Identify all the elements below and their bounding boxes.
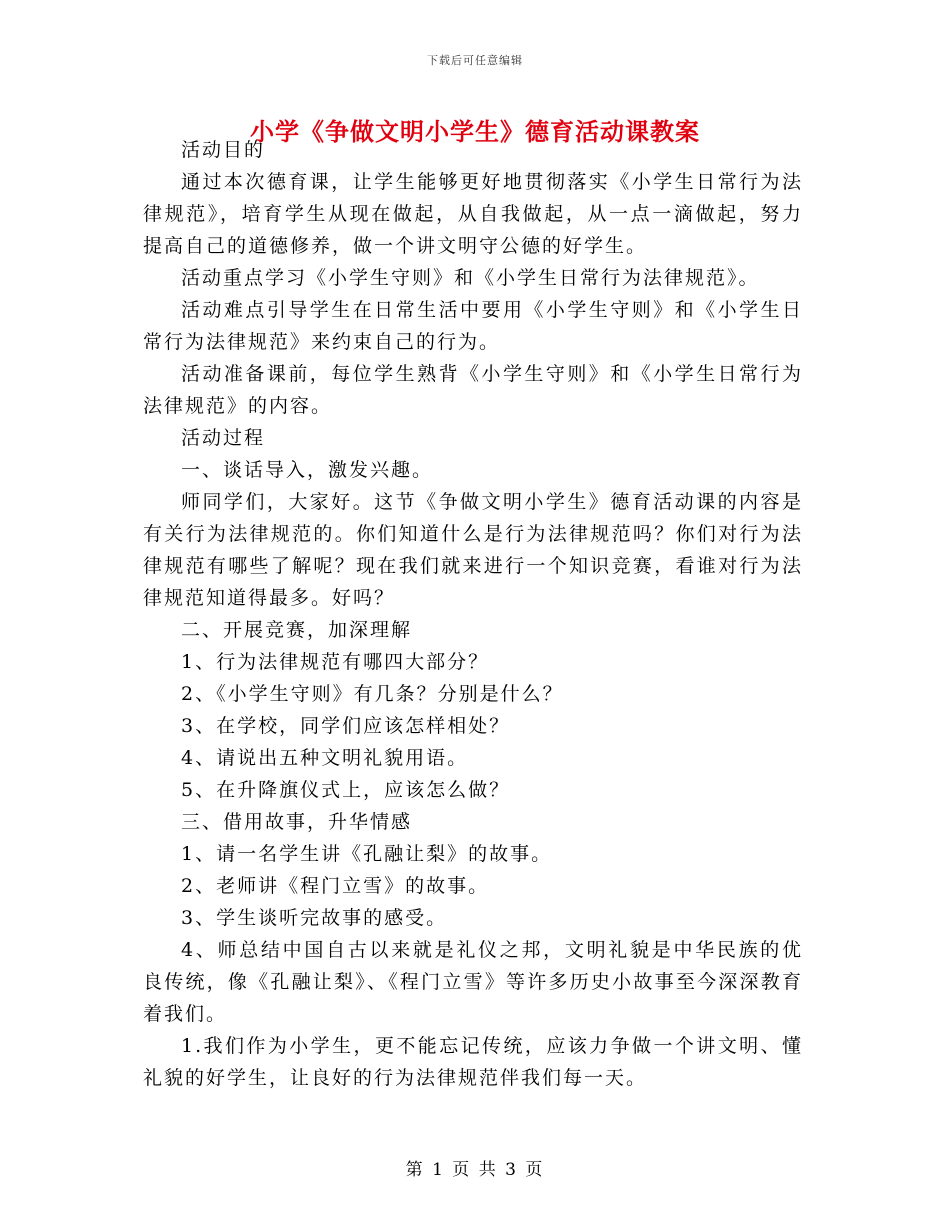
- list-item: 4、请说出五种文明礼貌用语。: [181, 747, 469, 769]
- paragraph-conclusion: 1.我们作为小学生，更不能忘记传统，应该力争做一个讲文明、懂礼貌的好学生，让良好的行为法律规范伴我们每一天。: [143, 1035, 803, 1089]
- document-title: 小学《争做文明小学生》德育活动课教案: [250, 117, 700, 146]
- list-item: 4、师总结中国自古以来就是礼仪之邦，文明礼貌是中华民族的优良传统，像《孔融让梨》、《程门立雪》等许多历史小故事至今深深教育着我们。: [143, 939, 803, 1025]
- list-item: 5、在升降旗仪式上，应该怎么做？: [181, 779, 511, 801]
- header-note: 下载后可任意编辑: [427, 54, 523, 67]
- paragraph-goal-heading: 活动目的: [181, 139, 266, 161]
- paragraph-process-heading: 活动过程: [181, 427, 266, 449]
- page-number: 第 1 页 共 3 页: [405, 1160, 545, 1180]
- paragraph-focus: 活动重点学习《小学生守则》和《小学生日常行为法律规范》。: [181, 267, 760, 289]
- list-item: 2、老师讲《程门立雪》的故事。: [181, 875, 490, 897]
- list-item: 1、行为法律规范有哪四大部分？: [181, 651, 490, 673]
- list-item: 2、《小学生守则》有几条？分别是什么？: [181, 683, 564, 705]
- list-item: 3、学生谈听完故事的感受。: [181, 907, 448, 929]
- list-item: 1、请一名学生讲《孔融让梨》的故事。: [181, 843, 553, 865]
- paragraph-section-2: 二、开展竞赛，加深理解: [181, 619, 413, 641]
- paragraph-teacher-intro: 师同学们，大家好。这节《争做文明小学生》德育活动课的内容是有关行为法律规范的。你们知道什么是行为法律规范吗？你们对行为法律规范有哪些了解呢？现在我们就来进行一个知识竞赛，看谁对行为法律规范知道得最多。好吗？: [143, 491, 803, 609]
- document-body: [143, 134, 803, 1094]
- paragraph-section-3: 三、借用故事，升华情感: [181, 811, 413, 833]
- list-item: 3、在学校，同学们应该怎样相处？: [181, 715, 511, 737]
- paragraph-goal: 通过本次德育课，让学生能够更好地贯彻落实《小学生日常行为法律规范》，培育学生从现在做起，从自我做起，从一点一滴做起，努力提高自己的道德修养，做一个讲文明守公德的好学生。: [143, 171, 803, 257]
- paragraph-difficulty: 活动难点引导学生在日常生活中要用《小学生守则》和《小学生日常行为法律规范》来约束自己的行为。: [143, 299, 803, 353]
- paragraph-section-1: 一、谈话导入，激发兴趣。: [181, 459, 434, 481]
- paragraph-preparation: 活动准备课前，每位学生熟背《小学生守则》和《小学生日常行为法律规范》的内容。: [143, 363, 803, 417]
